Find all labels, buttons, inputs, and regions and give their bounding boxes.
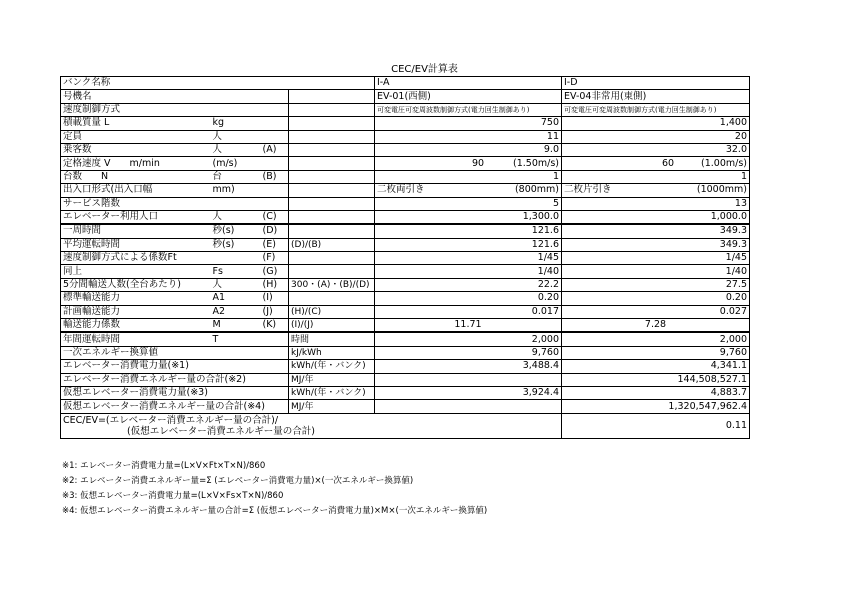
table-row [61, 319, 750, 333]
value-b: 1/45 [562, 252, 750, 265]
value-b: 13 [562, 197, 750, 210]
row-unit: mm) [211, 184, 261, 197]
row-formula: MJ/年 [289, 400, 375, 413]
row-unit [211, 346, 261, 359]
row-label: 一周時間 [61, 224, 211, 238]
row-symbol [261, 184, 289, 197]
row-label: 乗客数 [61, 143, 211, 156]
row-formula: kWh/(年・バンク) [289, 360, 375, 373]
value-a: 0.20 [375, 292, 562, 305]
table-row [61, 130, 750, 143]
row-unit: 人 [211, 143, 261, 156]
value-a-main: 二枚両引き [377, 184, 425, 196]
row-formula: (D)/(B) [289, 238, 375, 251]
value-a: 1/45 [375, 252, 562, 265]
row-symbol [261, 103, 289, 116]
row-symbol: (K) [261, 319, 289, 333]
row-label: 定格速度 V m/min [61, 157, 211, 170]
value-a [375, 184, 562, 197]
row-formula [289, 292, 375, 305]
row-symbol: (I) [261, 292, 289, 305]
table-row [61, 90, 750, 103]
value-b: EV-04非常用(東側) [562, 90, 750, 103]
value-a: 11.71 [375, 319, 562, 333]
row-label: エレベーター利用人口 [61, 210, 211, 224]
table-row [61, 103, 750, 116]
page-title: CEC/EV計算表 [391, 64, 458, 75]
row-formula: 時間 [289, 332, 375, 346]
row-label: 計画輸送能力 [61, 305, 211, 318]
value-b: 9,760 [562, 346, 750, 359]
footnote: ※1: エレベーター消費電力量=(L×V×Ft×T×N)/860 [62, 461, 266, 471]
table-row [61, 224, 750, 238]
value-b: 349.3 [562, 238, 750, 251]
row-unit: kg [211, 117, 261, 130]
value-a: 1 [375, 170, 562, 183]
table-row [61, 143, 750, 156]
row-unit [211, 103, 261, 116]
row-unit: 人 [211, 278, 261, 291]
row-symbol [261, 332, 289, 346]
row-unit [211, 360, 261, 373]
value-b: 4,341.1 [562, 360, 750, 373]
row-label: 同上 [61, 265, 211, 278]
row-formula [289, 157, 375, 170]
value-a: 121.6 [375, 224, 562, 238]
row-symbol [261, 373, 289, 386]
value-a: 2,000 [375, 332, 562, 346]
value-a: 3,488.4 [375, 360, 562, 373]
row-formula [289, 197, 375, 210]
table-header-row [61, 77, 750, 90]
value-a: 9,760 [375, 346, 562, 359]
cec-ev-ratio-row [61, 413, 750, 438]
table-row [61, 305, 750, 318]
row-label: 速度制御方式による係数Ft [61, 252, 211, 265]
table-row [61, 346, 750, 359]
row-unit [211, 197, 261, 210]
row-symbol [261, 90, 289, 103]
table-row [61, 184, 750, 197]
row-formula: kJ/kWh [289, 346, 375, 359]
table-row [61, 278, 750, 291]
value-b-main: 二枚片引き [564, 184, 612, 196]
row-unit: 秒(s) [211, 224, 261, 238]
row-symbol: (A) [261, 143, 289, 156]
row-unit: A1 [211, 292, 261, 305]
value-b: 可変電圧可変周波数制御方式(電力回生制御あり) [562, 103, 750, 116]
row-label: 一次エネルギー換算値 [61, 346, 211, 359]
value-b [562, 157, 750, 170]
table-row [61, 197, 750, 210]
value-b: 27.5 [562, 278, 750, 291]
table-row [61, 238, 750, 251]
row-formula [289, 117, 375, 130]
footnote: ※2: エレベーター消費エネルギー量=Σ (エレベーター消費電力量)×(一次エネルギー換算値) [62, 476, 414, 486]
row-unit [211, 252, 261, 265]
cec-ev-table [60, 76, 750, 439]
value-a: 750 [375, 117, 562, 130]
value-a-sub: (800mm) [514, 184, 559, 196]
row-symbol: (F) [261, 252, 289, 265]
row-label: 台数 N [61, 170, 211, 183]
row-symbol: (J) [261, 305, 289, 318]
row-label: 5分間輸送人数(全台あたり) [61, 278, 211, 291]
row-label: 年間運転時間 [61, 332, 211, 346]
value-b: 1 [562, 170, 750, 183]
ratio-line-2: (仮想エレベーター消費エネルギー量の合計) [127, 425, 315, 437]
table-row [61, 386, 750, 399]
row-formula: kWh/(年・バンク) [289, 386, 375, 399]
value-a: 9.0 [375, 143, 562, 156]
value-b: 1/40 [562, 265, 750, 278]
row-label: 輸送能力係数 [61, 319, 211, 333]
row-symbol: (D) [261, 224, 289, 238]
table-row [61, 373, 750, 386]
row-symbol [261, 197, 289, 210]
value-b: 1,000.0 [562, 210, 750, 224]
value-a: 1/40 [375, 265, 562, 278]
value-a: 0.017 [375, 305, 562, 318]
table-row [61, 157, 750, 170]
row-formula [289, 265, 375, 278]
row-symbol [261, 346, 289, 359]
row-unit: 人 [211, 130, 261, 143]
row-label: 仮想エレベーター消費エネルギー量の合計(※4) [61, 400, 211, 413]
row-formula: (H)/(C) [289, 305, 375, 318]
value-b-main: 60 [662, 157, 675, 169]
row-symbol [261, 130, 289, 143]
ratio-line-1: CEC/EV=(エレベーター消費エネルギー量の合計)/ [63, 414, 279, 426]
table-row [61, 210, 750, 224]
row-symbol: (H) [261, 278, 289, 291]
value-a: 22.2 [375, 278, 562, 291]
row-symbol [261, 117, 289, 130]
value-b [562, 184, 750, 197]
table-row [61, 332, 750, 346]
row-unit: Fs [211, 265, 261, 278]
value-b: 4,883.7 [562, 386, 750, 399]
row-symbol: (C) [261, 210, 289, 224]
row-formula [289, 252, 375, 265]
row-unit: 秒(s) [211, 238, 261, 251]
table-row [61, 400, 750, 413]
value-b: 349.3 [562, 224, 750, 238]
row-label: 標準輸送能力 [61, 292, 211, 305]
row-formula [289, 143, 375, 156]
bank-b-name: I-D [562, 77, 750, 90]
value-b: 7.28 [562, 319, 750, 333]
ratio-label [61, 413, 562, 438]
value-b: 0.20 [562, 292, 750, 305]
row-symbol: (E) [261, 238, 289, 251]
value-b-sub: (1.00m/s) [701, 157, 747, 169]
value-a-empty [375, 400, 562, 413]
row-label: エレベーター消費エネルギー量の合計(※2) [61, 373, 211, 386]
value-b-sub: (1000mm) [696, 184, 747, 196]
row-label: エレベーター消費電力量(※1) [61, 360, 211, 373]
footnote: ※3: 仮想エレベーター消費電力量=(L×V×Fs×T×N)/860 [62, 491, 284, 501]
value-b: 2,000 [562, 332, 750, 346]
row-label: サービス階数 [61, 197, 211, 210]
row-label: 仮想エレベーター消費電力量(※3) [61, 386, 211, 399]
bank-name-label: バンク名称 [61, 77, 375, 90]
footnote: ※4: 仮想エレベーター消費エネルギー量の合計=Σ (仮想エレベーター消費電力量)×M×(一次エネルギー換算値) [62, 506, 488, 516]
value-a: 11 [375, 130, 562, 143]
value-a: 可変電圧可変周波数制御方式(電力回生制御あり) [375, 103, 562, 116]
row-formula [289, 90, 375, 103]
row-unit: M [211, 319, 261, 333]
row-symbol [261, 386, 289, 399]
value-a: 3,924.4 [375, 386, 562, 399]
value-a-sub: (1.50m/s) [513, 157, 559, 169]
row-label: 平均運転時間 [61, 238, 211, 251]
value-a: EV-01(西側) [375, 90, 562, 103]
value-b: 32.0 [562, 143, 750, 156]
row-label: 出入口形式(出入口幅 [61, 184, 211, 197]
value-a-empty [375, 373, 562, 386]
row-formula: (I)/(J) [289, 319, 375, 333]
table-row [61, 170, 750, 183]
footnotes [62, 459, 487, 519]
row-symbol: (B) [261, 170, 289, 183]
value-a [375, 157, 562, 170]
value-total: 1,320,547,962.4 [562, 400, 750, 413]
row-unit [211, 386, 261, 399]
value-total: 144,508,527.1 [562, 373, 750, 386]
row-formula [289, 170, 375, 183]
row-unit: A2 [211, 305, 261, 318]
row-formula [289, 224, 375, 238]
row-unit: (m/s) [211, 157, 261, 170]
value-b: 1,400 [562, 117, 750, 130]
row-formula [289, 130, 375, 143]
table-row [61, 252, 750, 265]
row-formula: MJ/年 [289, 373, 375, 386]
row-formula [289, 184, 375, 197]
row-symbol [261, 360, 289, 373]
table-row [61, 117, 750, 130]
row-unit: 台 [211, 170, 261, 183]
ratio-value: 0.11 [562, 413, 750, 438]
row-unit: 人 [211, 210, 261, 224]
value-a-main: 90 [472, 157, 485, 169]
value-a: 1,300.0 [375, 210, 562, 224]
value-a: 5 [375, 197, 562, 210]
table-row [61, 265, 750, 278]
value-a: 121.6 [375, 238, 562, 251]
row-unit [211, 90, 261, 103]
row-formula: 300・(A)・(B)/(D) [289, 278, 375, 291]
row-label: 号機名 [61, 90, 211, 103]
row-symbol: (G) [261, 265, 289, 278]
bank-a-name: I-A [375, 77, 562, 90]
table-row [61, 360, 750, 373]
row-label: 定員 [61, 130, 211, 143]
row-symbol [261, 157, 289, 170]
row-label: 速度制御方式 [61, 103, 211, 116]
row-formula [289, 103, 375, 116]
row-label: 積載質量 L [61, 117, 211, 130]
row-formula [289, 210, 375, 224]
value-b: 0.027 [562, 305, 750, 318]
table-row [61, 292, 750, 305]
row-unit: T [211, 332, 261, 346]
value-b: 20 [562, 130, 750, 143]
